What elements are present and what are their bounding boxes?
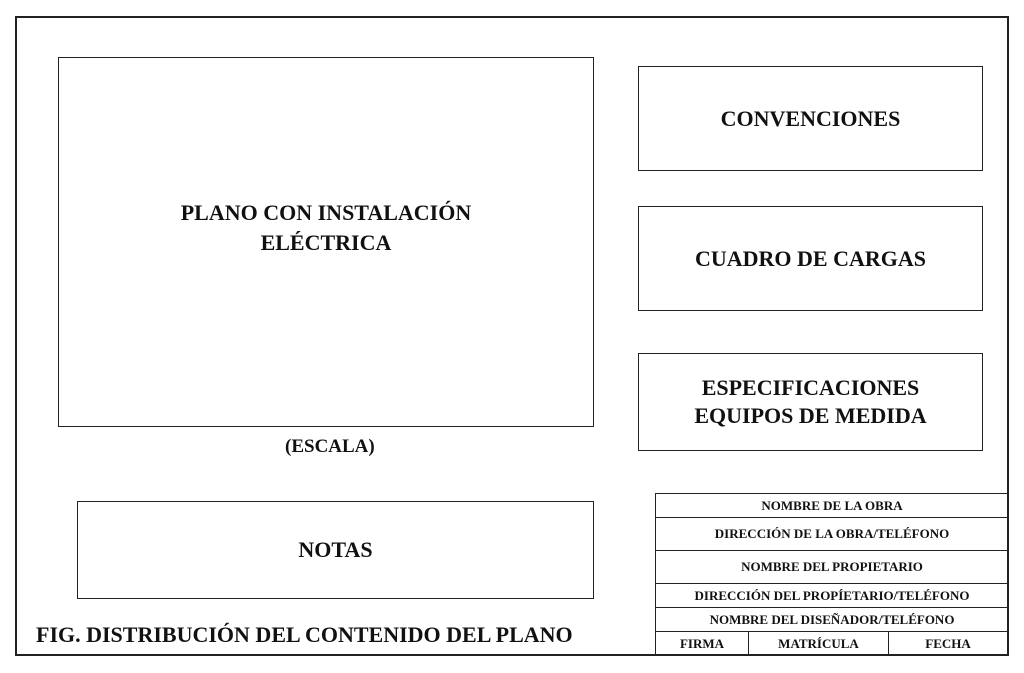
metering-specs-line1: ESPECIFICACIONES: [701, 375, 920, 400]
title-block-row: NOMBRE DE LA OBRA: [656, 494, 1008, 518]
title-block-row: NOMBRE DEL DISEÑADOR/TELÉFONO: [656, 608, 1008, 632]
load-table-label: CUADRO DE CARGAS: [694, 245, 926, 271]
plan-area-box: [58, 57, 594, 427]
figure-caption: FIG. DISTRIBUCIÓN DEL CONTENIDO DEL PLANO: [36, 622, 573, 647]
license-cell: MATRÍCULA: [749, 632, 889, 656]
signature-cell: FIRMA: [656, 632, 749, 656]
load-table-box: [638, 206, 983, 311]
date-cell: FECHA: [925, 636, 971, 651]
notes-label: NOTAS: [298, 537, 373, 562]
title-block-row: DIRECCIÓN DE LA OBRA/TELÉFONO: [656, 518, 1008, 551]
title-block-signature-row: [656, 632, 1008, 656]
metering-specs-box: [638, 353, 983, 451]
metering-specs-line2: EQUIPOS DE MEDIDA: [694, 403, 927, 428]
title-block-row: NOMBRE DEL PROPIETARIO: [656, 551, 1008, 584]
title-block-row: DIRECCIÓN DEL PROPÍETARIO/TELÉFONO: [656, 584, 1008, 608]
plan-area-label-line2: ELÉCTRICA: [260, 230, 392, 255]
plan-area-label-line1: PLANO CON INSTALACIÓN: [180, 200, 472, 225]
notes-box: [77, 501, 594, 599]
scale-label: (ESCALA): [285, 436, 375, 457]
conventions-box: [638, 66, 983, 171]
conventions-label: CONVENCIONES: [720, 105, 901, 131]
title-block: [655, 493, 1009, 656]
